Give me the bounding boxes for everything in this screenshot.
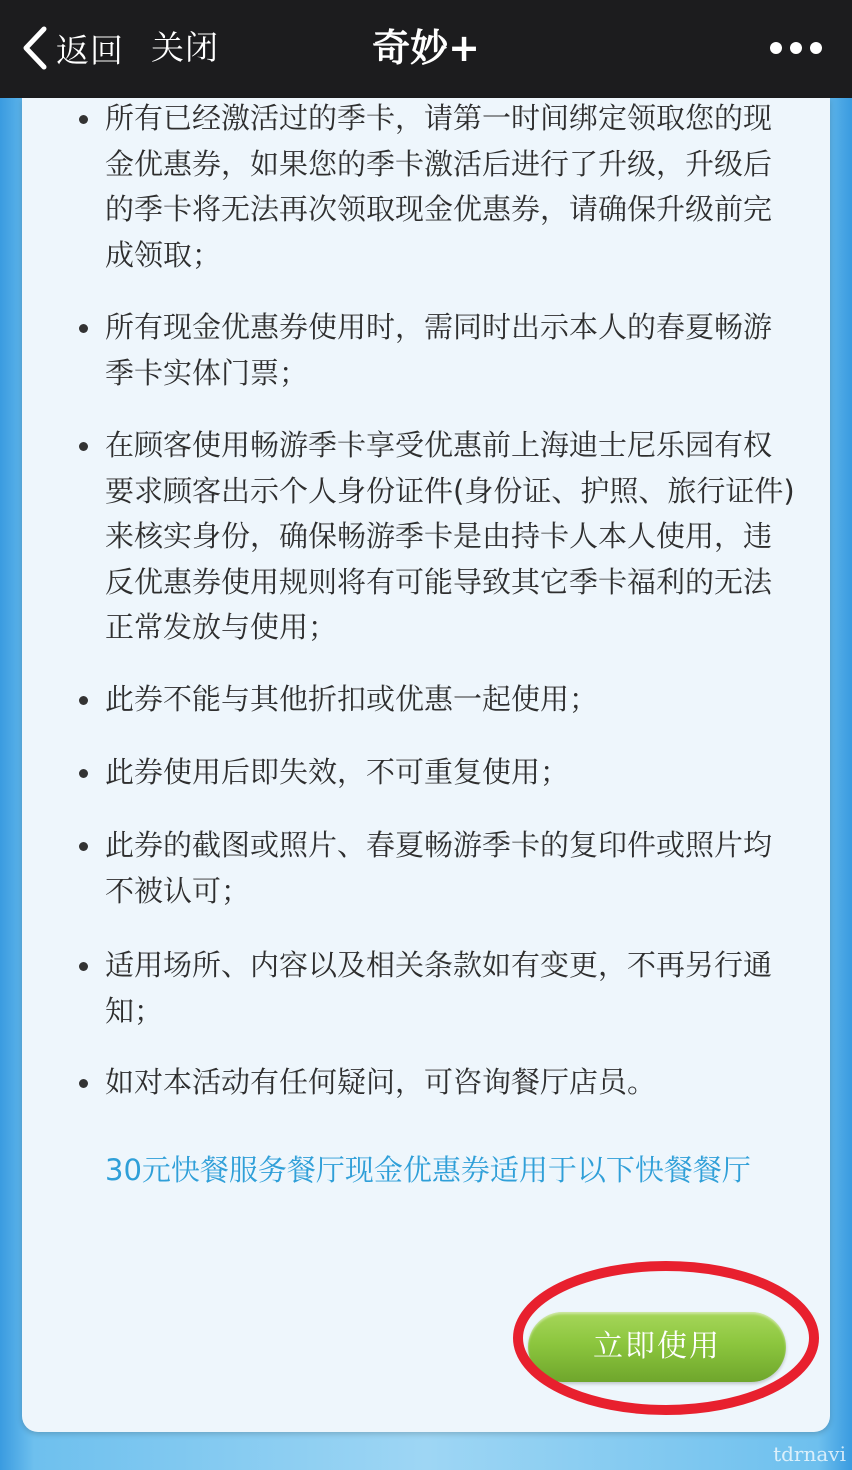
bullet-dot-icon [79,115,88,124]
bullet-dot-icon [79,442,88,451]
terms-item-text: 此券的截图或照片、春夏畅游季卡的复印件或照片均不被认可； [105,828,773,908]
bullet-dot-icon [79,1079,88,1088]
back-label: 返回 [56,30,124,70]
chevron-left-icon [22,26,48,70]
terms-item-text: 所有现金优惠券使用时，需同时出示本人的春夏畅游季卡实体门票； [105,310,773,390]
more-dots-icon[interactable] [770,34,822,62]
bullet-dot-icon [79,696,88,705]
terms-item-text: 此券不能与其他折扣或优惠一起使用； [105,682,599,716]
terms-item-text: 在顾客使用畅游季卡享受优惠前上海迪士尼乐园有权要求顾客出示个人身份证件(身份证、护照、旅行证件)来核实身份，确保畅游季卡是由持卡人本人使用，违反优惠券使用规则将有可能导致其它季卡福利的无法正常发放与使用； [105,428,795,644]
bullet-dot-icon [79,324,88,333]
bullet-dot-icon [79,769,88,778]
page-title-text: 奇妙+ [372,26,480,70]
coupon-terms-card [22,98,830,1432]
terms-item-text: 所有已经激活过的季卡，请第一时间绑定领取您的现金优惠券，如果您的季卡激活后进行了升级，升级后的季卡将无法再次领取现金优惠券，请确保升级前完成领取； [105,101,773,272]
terms-item-text: 此券使用后即失效，不可重复使用； [105,755,570,789]
more-dot [810,42,822,54]
bullet-dot-icon [79,842,88,851]
bullet-dot-icon [79,962,88,971]
terms-item-text: 适用场所、内容以及相关条款如有变更，不再另行通知； [105,948,773,1028]
page-title [0,20,852,76]
more-dot [790,42,802,54]
use-now-button[interactable]: 立即使用 [528,1312,786,1382]
back-button[interactable] [22,22,124,74]
applicable-restaurants-link[interactable]: 30元快餐服务餐厅现金优惠券适用于以下快餐餐厅 [105,1153,751,1187]
close-button[interactable]: 关闭 [151,28,219,67]
terms-item-text: 如对本活动有任何疑问，可咨询餐厅店员。 [105,1065,657,1099]
nav-bar [0,0,852,98]
more-dot [770,42,782,54]
watermark-text: tdrnavi [773,1442,846,1466]
